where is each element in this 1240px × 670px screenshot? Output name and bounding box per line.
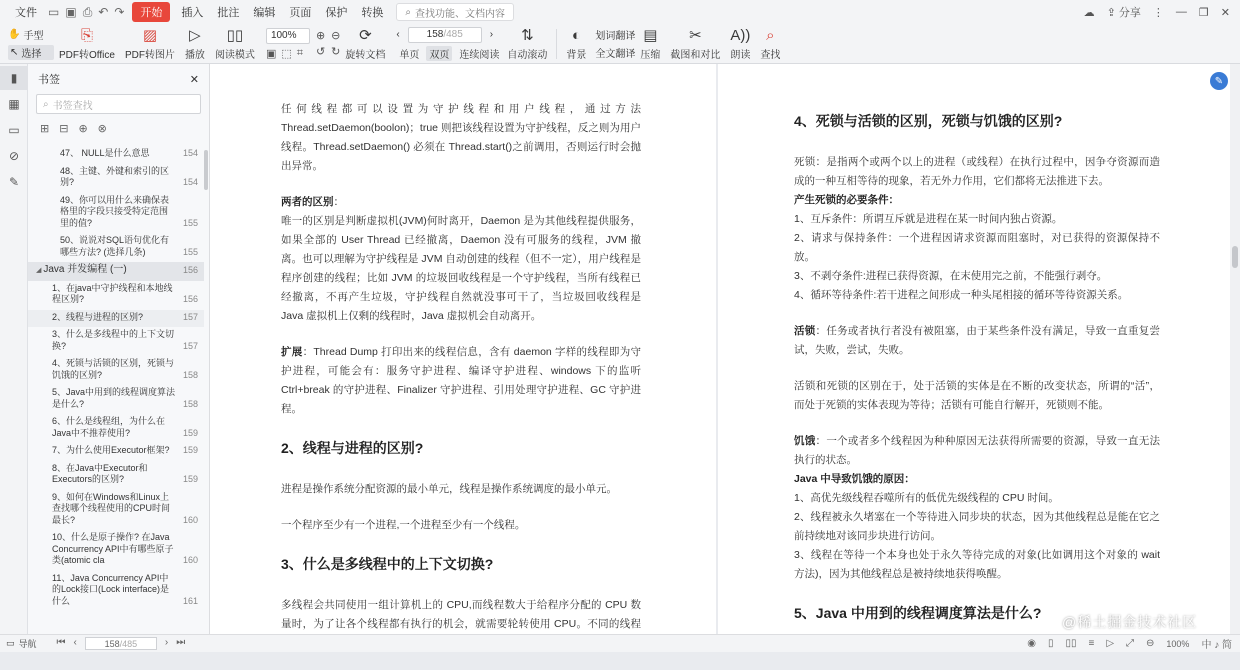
compress-icon: ▤	[643, 26, 658, 44]
prev-page-icon[interactable]: ‹	[73, 637, 77, 648]
document-scroll-thumb[interactable]	[1232, 246, 1238, 268]
command-search-placeholder: 查找功能、文档内容	[415, 8, 506, 20]
read-aloud-label: 朗读	[730, 49, 751, 61]
continuous-read-button[interactable]: 连续阅读	[459, 49, 500, 61]
bookmark-item[interactable]	[28, 356, 204, 385]
tab-page[interactable]: 页面	[289, 7, 312, 19]
page-current: 158	[426, 29, 444, 40]
background-label: 背景	[566, 49, 587, 61]
bookmark-group[interactable]	[28, 262, 204, 281]
menu-bar	[0, 0, 1240, 24]
fit-width-icon[interactable]: ⬚	[281, 47, 292, 60]
bookmark-label: 47、 NULL是什么意思	[60, 148, 150, 158]
bookmark-page: 158	[182, 398, 198, 409]
bookmark-page: 155	[182, 217, 198, 228]
translate-group	[595, 27, 635, 60]
bookmark-page: 161	[182, 595, 198, 606]
status-page-total: /485	[119, 638, 138, 649]
bookmark-label: 48、主键、外键和索引的区别?	[60, 165, 170, 187]
minimize-icon[interactable]: —	[1175, 6, 1187, 18]
zoom-icons	[316, 29, 340, 58]
bookmark-label: ◢ Java 并发编程 (一)	[36, 264, 176, 277]
scissors-icon: ✂	[689, 26, 702, 44]
status-page-current: 158	[104, 638, 120, 649]
section-label: 饥饿	[794, 435, 816, 447]
play-icon: ▷	[189, 26, 201, 44]
paragraph: 进程是操作系统分配资源的最小单元，线程是操作系统调度的最小单元。	[281, 483, 617, 495]
eye-icon[interactable]: ◉	[1027, 638, 1036, 649]
paragraph: 一个程序至少有一个进程,一个进程至少有一个线程。	[281, 519, 526, 531]
close-icon[interactable]: ✕	[189, 73, 199, 86]
bookmark-search-placeholder: 书签查找	[52, 100, 93, 112]
command-search[interactable]	[396, 3, 514, 21]
status-bar	[0, 634, 1240, 652]
paragraph: 唯一的区别是判断虚拟机(JVM)何时离开，Daemon 是为其他线程提供服务，如果全部的 User Thread 已经撤离，Daemon 没有可服务的线程，JVM 撤离。也可以理解为守护线程是 JVM 自动创建的线程（但不一定），用户线程是程序创建的线程；比如 JVM 的垃圾回收线程是一个守护线程，当所有线程已经撤离，不再产生垃圾，守护线程自然就没事可干了，当垃圾回收线程是 Java 虚拟机上仅剩的线程时，Java 虚拟机会自动离开。	[281, 215, 641, 322]
bookmark-search-input[interactable]	[36, 94, 201, 114]
rotate-doc-icon: ⟳	[359, 26, 372, 44]
list-item: 2、线程被永久堵塞在一个等待进入同步块的状态，因为其他线程总是能在它之前持续地对该同步块进行访问。	[794, 511, 1160, 542]
share-button[interactable]: ⇪ 分享	[1106, 7, 1141, 19]
document-viewport[interactable]	[210, 64, 1230, 634]
compress-label: 压缩	[640, 49, 661, 61]
bookmark-item[interactable]	[28, 327, 204, 356]
background-button[interactable]	[561, 25, 591, 63]
zoom-group	[266, 28, 310, 60]
full-translate-button[interactable]: 全文翻译	[595, 49, 636, 60]
thumbnail-icon[interactable]: ▦	[8, 97, 20, 111]
cloud-sync-icon[interactable]: ☁	[1083, 6, 1095, 19]
list-item: 4、循环等待条件:若干进程之间形成一种头尾相接的循环等待资源关系。	[794, 289, 1129, 301]
bookmark-item[interactable]	[28, 146, 204, 164]
play-button[interactable]	[180, 25, 210, 63]
screenshot-compare-button[interactable]	[665, 25, 725, 63]
pdf-convert-icon: ⎘	[80, 26, 93, 44]
list-item: 2、请求与保持条件：一个进程因请求资源而阻塞时，对已获得的资源保持不放。	[794, 232, 1160, 263]
redo-icon[interactable]: ↷	[114, 4, 125, 19]
image-icon: ▨	[142, 26, 158, 44]
bookmark-page: 158	[182, 369, 198, 380]
file-menu[interactable]: 文件	[15, 7, 37, 19]
find-button[interactable]	[755, 25, 785, 63]
list-item: 3、不剥夺条件:进程已获得资源，在末使用完之前，不能强行剥夺。	[794, 270, 1108, 282]
paragraph: ：一个或者多个线程因为种种原因无法获得所需要的资源，导致一直无法执行的状态。	[794, 435, 1160, 466]
single-view-icon[interactable]: ▯	[1047, 638, 1054, 649]
rotate-document-button[interactable]	[340, 25, 390, 63]
section-label: 扩展	[281, 346, 303, 358]
watermark: @稀土掘金技术社区	[1062, 614, 1198, 630]
bookmark-page: 155	[182, 246, 198, 257]
read-mode-label: 阅读模式	[214, 49, 255, 61]
play-label: 播放	[184, 49, 205, 61]
page-left: 任何线程都可以设置为守护线程和用户线程，通过方法 Thread.setDaemon(boolon)；true 则把该线程设置为守护线程，反之则为用户线程。Thread.setDaemon() 必须在 Thread.start()之前调用，否则运行时会抛出异常。 两者的区别： 唯一的区别是判断虚拟机(JVM)何时离开，Daemon 是为其他线程提供服务，如果全部的 User Thread 已经撤离，Daemon 没有可服务的线程，JVM 撤离。也可以理解为守护线程是 JVM 自动创建的线程（但不一定），用户线程是程序创建的线程；比如 JVM 的垃圾回收线程是一个守护线程，当所有线程已经撤离，不再产生垃圾，守护线程自然就没事可干了，当垃圾回收线程是 Java 虚拟机上仅剩的线程时，Java 虚拟机会自动离开。 扩展：Thread Dump 打印出来的线程信息，含有 daemon 字样的线程即为守护进程，可能会有：服务守护进程、编译守护进程、windows 下的监听 Ctrl+break 的守护进程、Finalizer 守护进程、引用处理守护进程、GC 守护进程。 2、线程与进程的区别? 进程是操作系统分配资源的最小单元，线程是操作系统调度的最小单元。 一个程序至少有一个进程,一个进程至少有一个线程。 3、什么是多线程中的上下文切换? 多线程会共同使用一组计算机上的 CPU,而线程数大于给程序分配的 CPU 数量时，为了让各个线程都有执行的机会，就需要轮转使用 CPU。不同的线程	[210, 64, 716, 634]
double-page-button[interactable]: 双页	[426, 46, 452, 61]
status-page-input[interactable]	[85, 637, 157, 650]
word-translate-button[interactable]: 划词翻译	[595, 31, 636, 42]
save-icon[interactable]: ▣	[65, 4, 77, 19]
bookmark-page: 159	[182, 445, 198, 455]
bookmark-tools	[28, 114, 209, 143]
signature-icon[interactable]: ✎	[8, 175, 20, 189]
comment-icon[interactable]: ▭	[8, 123, 20, 137]
panel-scrollbar[interactable]	[204, 146, 208, 634]
bookmark-list	[28, 146, 204, 634]
search-icon: ⌕	[405, 6, 412, 18]
bookmark-page: 159	[182, 474, 198, 484]
navigation-toggle[interactable]	[6, 637, 37, 650]
panel-title: 书签	[38, 74, 60, 86]
bookmark-page: 156	[182, 294, 198, 304]
restore-icon[interactable]: ❐	[1198, 6, 1209, 19]
list-item: 3、线程在等待一个本身也处于永久等待完成的对象(比如调用这个对象的 wait 方法)，因为其他线程总是被持续地获得唤醒。	[794, 549, 1160, 580]
find-label: 查找	[760, 49, 781, 61]
bookmark-label: 6、什么是线程组，为什么在Java中不推荐使用?	[52, 416, 166, 438]
heading: 2、线程与进程的区别?	[281, 440, 424, 456]
bookmark-label: 50、说说对SQL语句优化有哪些方法? (选择几条)	[60, 235, 170, 257]
bookmark-label: 5、Java中用到的线程调度算法是什么?	[52, 387, 176, 409]
bookmark-page: 160	[182, 514, 198, 525]
bookmark-label: 3、什么是多线程中的上下文切换?	[52, 329, 175, 351]
find-icon: ⌕	[766, 26, 775, 44]
next-page-icon[interactable]: ›	[489, 29, 494, 40]
double-view-icon[interactable]: ▯▯	[1065, 638, 1077, 649]
last-page-icon[interactable]: ⏭	[176, 637, 186, 648]
bookmark-label: 9、如何在Windows和Linux上查找哪个线程使用的CPU时间最长?	[52, 491, 171, 525]
compress-button[interactable]	[635, 25, 665, 63]
bookmark-page: 154	[182, 148, 198, 158]
heading: 3、什么是多线程中的上下文切换?	[281, 556, 494, 572]
rotate-document-label: 旋转文档	[345, 49, 386, 61]
section-label: 活锁	[794, 325, 816, 337]
bookmark-item[interactable]	[28, 414, 204, 443]
search-icon: ⌕	[43, 98, 49, 110]
bookmark-panel	[28, 64, 210, 634]
bookmark-item[interactable]	[28, 193, 204, 234]
hand-icon: ✋	[8, 29, 21, 40]
screenshot-label: 截图和对比	[670, 49, 721, 61]
folder-icon[interactable]: ▭	[48, 4, 60, 19]
navigation-icon: ▭	[6, 638, 15, 648]
tab-start[interactable]: 开始	[132, 2, 170, 22]
section-label: 两者的区别	[281, 196, 334, 208]
tab-protect[interactable]: 保护	[325, 7, 348, 19]
ribbon-toolbar	[0, 24, 1240, 64]
bookmark-item[interactable]	[28, 385, 204, 414]
print-icon[interactable]: ⎙	[82, 4, 93, 19]
zoom-out-icon[interactable]: ⊖	[331, 30, 341, 42]
pdf-to-office-label: PDF转Office	[59, 49, 115, 61]
bookmark-page: 157	[182, 340, 198, 351]
bookmark-item[interactable]	[28, 530, 204, 571]
bookmark-label: 11、Java Concurrency API中的Lock接口(Lock interface)是什么	[52, 572, 170, 606]
fit-icon[interactable]: ⤢	[1126, 638, 1135, 649]
ime-indicator[interactable]: 中 ♪ 简	[1201, 640, 1232, 651]
status-right-tools	[1027, 636, 1240, 651]
page-total: /485	[443, 29, 463, 40]
paragraph: 活锁和死锁的区别在于，处于活锁的实体是在不断的改变状态，所谓的“活”， 而处于死锁的实体表现为等待；活锁有可能自行解开，死锁则不能。	[794, 380, 1160, 411]
collapse-all-icon[interactable]: ⊟	[59, 123, 69, 135]
bookmark-item[interactable]	[28, 490, 204, 531]
auto-scroll-label: 自动滚动	[507, 49, 548, 61]
window-controls	[1084, 4, 1240, 20]
speaker-icon: A))	[730, 26, 751, 44]
rotate-left-icon[interactable]: ↺	[315, 46, 326, 58]
pdf-to-image-label: PDF转图片	[124, 49, 175, 61]
paragraph: 多线程会共同使用一组计算机上的 CPU,而线程数大于给程序分配的 CPU 数量时，为了让各个线程都有执行的机会，就需要轮转使用 CPU。不同的线程	[281, 599, 641, 630]
bookmark-icon[interactable]: ▮	[0, 66, 28, 90]
prev-page-icon[interactable]: ‹	[396, 29, 400, 40]
single-page-button[interactable]: 单页	[399, 49, 420, 61]
divider	[556, 29, 557, 59]
fit-page-icon[interactable]: ▣	[265, 47, 277, 60]
select-label: 选择	[21, 49, 42, 60]
cursor-mode-group	[8, 27, 54, 60]
floating-assistant-icon[interactable]: ✎	[1210, 72, 1228, 90]
list-item: 1、高优先级线程吞噬所有的低优先级线程的 CPU 时间。	[794, 492, 1059, 504]
bookmark-page: 159	[182, 427, 198, 438]
page-number-input[interactable]	[408, 27, 482, 43]
page-navigator	[396, 27, 502, 61]
zoom-out-icon[interactable]: ⊖	[1146, 638, 1155, 649]
auto-scroll-icon: ⇅	[521, 26, 534, 44]
page-right	[718, 64, 1230, 634]
tab-edit[interactable]: 编辑	[253, 7, 276, 19]
bookmark-page: 160	[182, 555, 198, 565]
auto-scroll-button[interactable]	[502, 25, 552, 63]
bookmark-label: 10、什么是原子操作? 在Java Concurrency API中有哪些原子类(atomic cla	[52, 532, 174, 565]
bookmark-page: 157	[182, 311, 198, 322]
pdf-to-office-button[interactable]	[54, 25, 120, 63]
section-label: Java 中导致饥饿的原因：	[794, 473, 915, 485]
palette-icon: ◐	[571, 26, 581, 44]
bookmark-label: 4、死锁与活锁的区别，死锁与饥饿的区别?	[52, 358, 175, 380]
expand-all-icon[interactable]: ⊞	[40, 123, 50, 135]
book-icon: ▯▯	[226, 26, 244, 44]
select-tool[interactable]	[8, 45, 54, 60]
panel-scroll-thumb[interactable]	[204, 150, 208, 190]
bookmark-item[interactable]	[28, 310, 204, 328]
attachment-icon[interactable]: ⊘	[8, 149, 20, 163]
hand-label: 手型	[23, 31, 44, 42]
pdf-to-image-button[interactable]	[120, 25, 180, 63]
zoom-input[interactable]: 100%	[266, 28, 310, 44]
heading: 4、死锁与活锁的区别，死锁与饥饿的区别?	[794, 113, 1063, 129]
add-bookmark-icon[interactable]: ⊕	[78, 123, 88, 135]
status-page-nav	[57, 637, 186, 650]
read-mode-button[interactable]	[210, 25, 260, 63]
bookmark-label: 7、为什么使用Executor框架?	[52, 445, 170, 455]
status-zoom[interactable]: 100%	[1166, 638, 1190, 649]
delete-bookmark-icon[interactable]: ⊗	[97, 123, 107, 135]
tab-annotate[interactable]: 批注	[217, 7, 240, 19]
first-page-icon[interactable]: ⏮	[56, 637, 66, 648]
bookmark-label: 2、线程与进程的区别?	[52, 311, 144, 322]
bookmark-label: 1、在java中守护线程和本地线程区别?	[52, 282, 173, 304]
heading: 5、Java 中用到的线程调度算法是什么?	[794, 605, 1042, 621]
tab-convert[interactable]: 转换	[361, 7, 384, 19]
list-item: 1、互斥条件：所谓互斥就是进程在某一时间内独占资源。	[794, 213, 1063, 225]
section-label: 产生死锁的必要条件：	[794, 194, 899, 206]
document-scrollbar[interactable]	[1230, 64, 1240, 634]
bookmark-item[interactable]	[28, 461, 204, 490]
tab-insert[interactable]: 插入	[181, 7, 204, 19]
bookmark-page: 156	[182, 264, 198, 275]
side-rail	[0, 64, 28, 634]
hand-tool[interactable]	[8, 27, 54, 42]
undo-icon[interactable]: ↶	[98, 4, 109, 19]
zoom-in-icon[interactable]: ⊕	[315, 30, 326, 42]
close-icon[interactable]: ✕	[1220, 6, 1230, 19]
read-aloud-button[interactable]	[725, 25, 755, 63]
bookmark-page: 154	[182, 177, 198, 187]
next-page-icon[interactable]: ›	[164, 637, 169, 648]
bookmark-label: 8、在Java中Executor和Executors的区别?	[52, 462, 148, 484]
paragraph: ：任务或者执行者没有被阻塞，由于某些条件没有满足，导致一直重复尝试，失败，尝试，失败。	[794, 325, 1160, 356]
paragraph: 任何线程都可以设置为守护线程和用户线程，通过方法 Thread.setDaemon(boolon)；true 则把该线程设置为守护线程，反之则为用户线程。Thread.setDaemon() 必须在 Thread.start()之前调用，否则运行时会抛出异常。	[281, 103, 641, 172]
cursor-icon: ↖	[10, 47, 19, 58]
share-label: 分享	[1118, 7, 1141, 19]
continuous-view-icon[interactable]: ≡	[1088, 638, 1095, 649]
more-icon[interactable]: ⋮	[1152, 6, 1164, 19]
navigation-label: 导航	[18, 639, 37, 649]
bookmark-item[interactable]	[28, 281, 204, 310]
bookmark-item[interactable]	[28, 571, 204, 612]
bookmark-item[interactable]	[28, 164, 204, 193]
bookmark-item[interactable]	[28, 443, 204, 461]
crop-icon[interactable]: ⌗	[296, 46, 303, 59]
play-icon[interactable]: ▷	[1106, 638, 1115, 649]
paragraph: Thread Dump 打印出来的线程信息，含有 daemon 字样的线程即为守护进程，可能会有：服务守护进程、编译守护进程、windows 下的监听 Ctrl+break 的守护进程、Finalizer 守护进程、引用处理守护进程、GC 守护进程。	[281, 346, 642, 415]
rotate-right-icon[interactable]: ↻	[331, 46, 341, 58]
bookmark-label: 49、你可以用什么来确保表格里的字段只接受特定范围里的值?	[60, 194, 170, 228]
paragraph: 死锁：是指两个或两个以上的进程（或线程）在执行过程中，因争夺资源而造成的一种互相等待的现象，若无外力作用，它们都将无法推进下去。	[794, 156, 1160, 187]
view-mode-icons	[266, 47, 310, 60]
bookmark-item[interactable]	[28, 233, 204, 262]
quick-access	[48, 5, 124, 20]
